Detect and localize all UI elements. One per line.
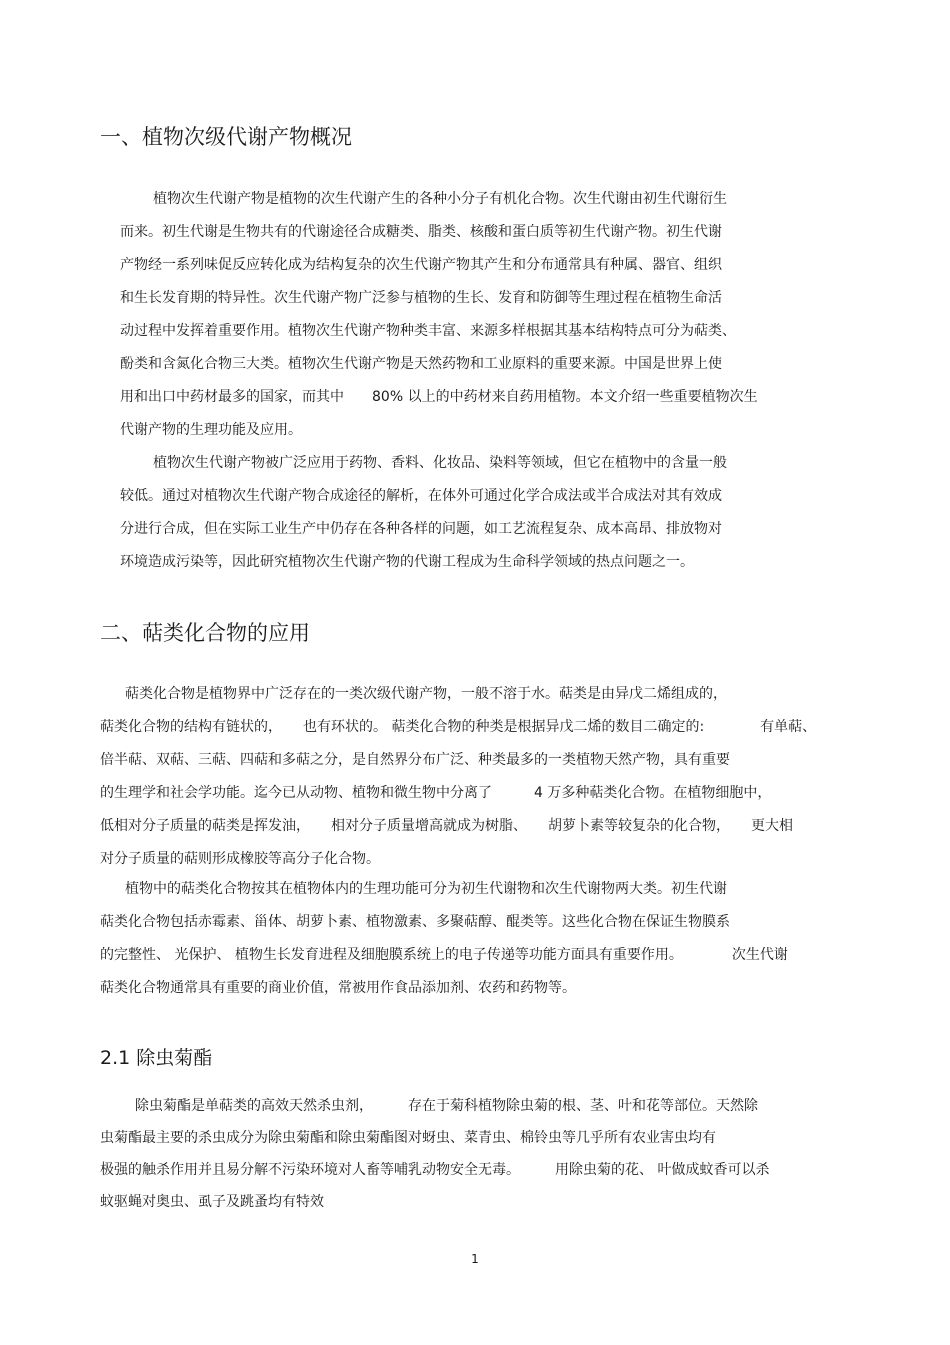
section-2-1-heading: 2.1 除虫菊酯 <box>100 1047 213 1069</box>
text-line: 萜类化合物的结构有链状的， 也有环状的。 萜类化合物的种类是根据异戊二烯的数目二确定的: 有单萜、 <box>100 719 817 735</box>
page-number: 1 <box>471 1252 479 1266</box>
text-line: 萜类化合物通常具有重要的商业价值，常被用作食品添加剂、农药和药物等。 <box>100 980 576 996</box>
text-line: 分进行合成，但在实际工业生产中仍存在各种各样的问题，如工艺流程复杂、成本高昂、排放物对 <box>120 521 722 537</box>
text-line: 产物经一系列味促反应转化成为结构复杂的次生代谢产物其产生和分布通常具有种属、器官、组织 <box>120 257 722 273</box>
text-line: 和生长发育期的特异性。次生代谢产物广泛参与植物的生长、发育和防御等生理过程在植物生命活 <box>120 290 722 306</box>
text-line: 的完整性、 光保护、 植物生长发育进程及细胞膜系统上的电子传递等功能方面具有重要作用。 次生代谢 <box>100 947 788 963</box>
text-line: 环境造成污染等，因此研究植物次生代谢产物的代谢工程成为生命科学领域的热点问题之一。 <box>120 554 694 570</box>
section-2-heading: 二、萜类化合物的应用 <box>100 621 310 645</box>
text-line: 代谢产物的生理功能及应用。 <box>120 422 302 438</box>
text-line: 酚类和含氮化合物三大类。植物次生代谢产物是天然药物和工业原料的重要来源。中国是世界上使 <box>120 356 722 372</box>
text-line: 植物中的萜类化合物按其在植物体内的生理功能可分为初生代谢物和次生代谢物两大类。初生代谢 <box>125 881 727 897</box>
text-line: 植物次生代谢产物是植物的次生代谢产生的各种小分子有机化合物。次生代谢由初生代谢衍生 <box>153 191 727 207</box>
text-line: 除虫菊酯是单萜类的高效天然杀虫剂， 存在于菊科植物除虫菊的根、茎、叶和花等部位。天然除 <box>135 1098 758 1114</box>
text-line: 而来。初生代谢是生物共有的代谢途径合成糖类、脂类、核酸和蛋白质等初生代谢产物。初生代谢 <box>120 224 722 240</box>
text-line: 动过程中发挥着重要作用。植物次生代谢产物种类丰富、来源多样根据其基本结构特点可分为萜类、 <box>120 323 736 339</box>
text-line: 极强的触杀作用并且易分解不污染环境对人畜等哺乳动物安全无毒。 用除虫菊的花、 叶做成蚊香可以杀 <box>100 1162 770 1178</box>
text-line: 植物次生代谢产物被广泛应用于药物、香料、化妆品、染料等领域，但它在植物中的含量一般 <box>153 455 727 471</box>
text-line: 萜类化合物包括赤霉素、甾体、胡萝卜素、植物激素、多聚萜醇、醌类等。这些化合物在保证生物膜系 <box>100 914 730 930</box>
text-line: 较低。通过对植物次生代谢产物合成途径的解析，在体外可通过化学合成法或半合成法对其有效成 <box>120 488 722 504</box>
text-line: 蚊驱蝇对奥虫、虱子及跳蚤均有特效 <box>100 1194 324 1210</box>
text-line: 倍半萜、双萜、三萜、四萜和多萜之分，是自然界分布广泛、种类最多的一类植物天然产物，具有重要 <box>100 752 730 768</box>
text-line: 的生理学和社会学功能。迄今已从动物、植物和微生物中分离了 4 万多种萜类化合物。在植物细胞中， <box>100 785 772 801</box>
text-line: 虫菊酯最主要的杀虫成分为除虫菊酯和除虫菊酯图对蚜虫、菜青虫、棉铃虫等几乎所有农业害虫均有 <box>100 1130 716 1146</box>
text-line: 用和出口中药材最多的国家，而其中 80% 以上的中药材来自药用植物。本文介绍一些重要植物次生 <box>120 389 758 405</box>
text-line: 萜类化合物是植物界中广泛存在的一类次级代谢产物，一般不溶于水。萜类是由异戊二烯组成的， <box>125 686 727 702</box>
text-line: 低相对分子质量的萜类是挥发油， 相对分子质量增高就成为树脂、 胡萝卜素等较复杂的化合物， 更大相 <box>100 818 793 834</box>
section-1-heading: 一、植物次级代谢产物概况 <box>100 125 352 149</box>
text-line: 对分子质量的萜则形成橡胶等高分子化合物。 <box>100 851 380 867</box>
